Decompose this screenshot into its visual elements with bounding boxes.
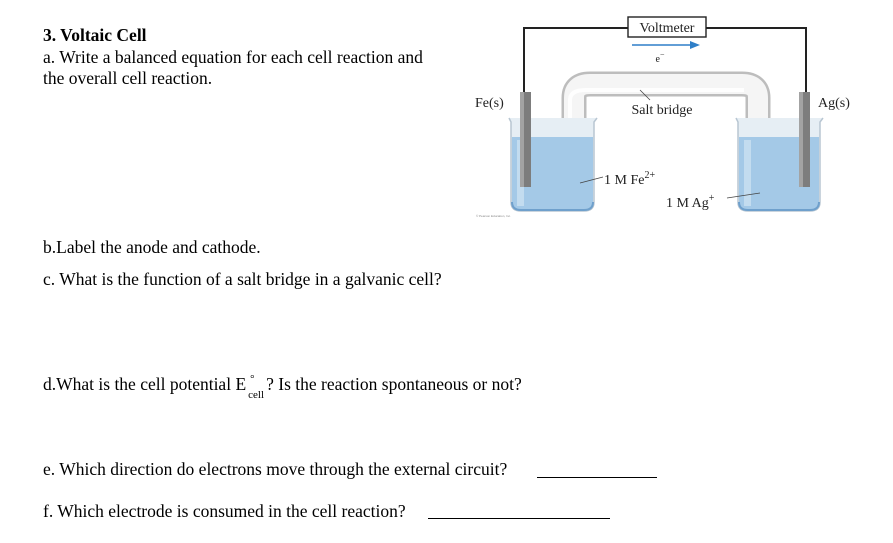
fe-solution-label: 1 M $Fe^{2+}$ [604, 170, 656, 188]
part-f: f. Which electrode is consumed in the cell reaction? [43, 501, 406, 521]
electron-flow-arrow-icon [632, 41, 700, 49]
fe-electrode [520, 92, 531, 187]
question-title: 3. Voltaic Cell [43, 25, 147, 45]
fe-electrode-label: Fe(s) [475, 96, 504, 111]
part-d-sub: cell [248, 389, 265, 401]
salt-bridge-label: Salt bridge [631, 103, 693, 118]
part-d-degree: ° [250, 373, 255, 385]
voltmeter-label: Voltmeter [639, 21, 695, 36]
part-a-line2: the overall cell reaction. [43, 68, 213, 88]
voltmeter [628, 17, 706, 37]
electron-label: e− [655, 50, 665, 65]
part-e: e. Which direction do electrons move through the external circuit? [43, 459, 508, 479]
ag-electrode [799, 92, 810, 187]
ag-solution-label: 1 M Ag+ [666, 193, 715, 211]
part-d-after: ? Is the reaction spontaneous or not? [266, 374, 522, 394]
image-credit: © Pearson Education, Inc. [476, 214, 511, 218]
part-c: c. What is the function of a salt bridge in a galvanic cell? [43, 269, 442, 289]
salt-bridge [565, 84, 767, 192]
ag-electrode-label: Ag(s) [818, 96, 850, 111]
part-b: b.Label the anode and cathode. [43, 237, 261, 257]
part-a-line1: a. Write a balanced equation for each cell reaction and [43, 47, 423, 67]
part-d-before: d.What is the cell potential E [43, 374, 247, 394]
